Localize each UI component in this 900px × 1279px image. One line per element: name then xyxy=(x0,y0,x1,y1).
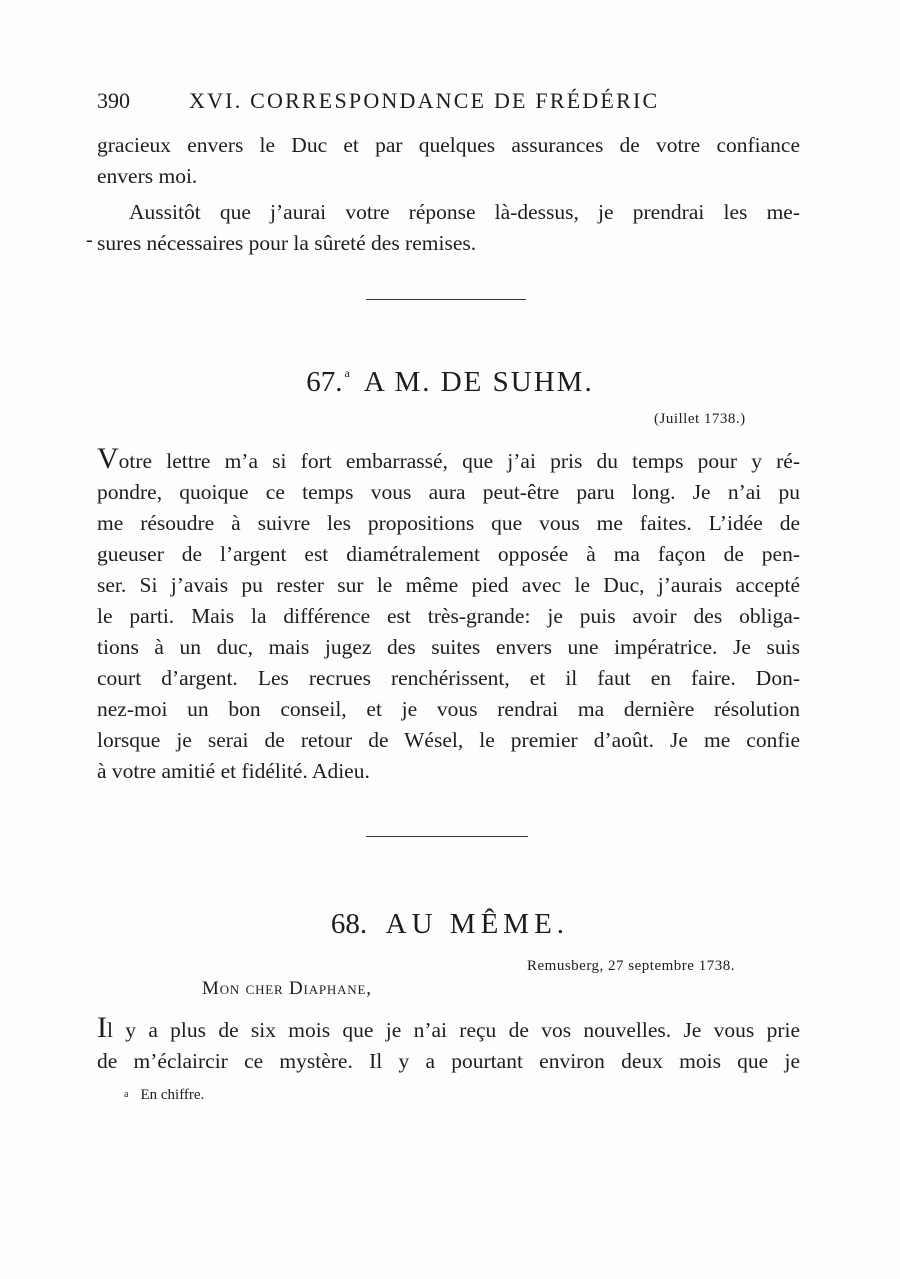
text-line: à votre amitié et fidélité. Adieu. xyxy=(97,759,370,783)
running-title: XVI. CORRESPONDANCE DE FRÉDÉRIC xyxy=(189,88,660,113)
text-line: gueuser de l’argent est diamétralement opposée à ma façon de pen- xyxy=(97,542,800,566)
footnote-mark: a xyxy=(124,1089,129,1100)
text-line: Votre lettre m’a si fort embarrassé, que j’ai pris du temps pour y ré- xyxy=(97,442,800,475)
salutation: Mon cher Diaphane, xyxy=(202,978,372,999)
drop-cap: V xyxy=(97,442,119,475)
footnote-reference: a xyxy=(344,366,350,380)
letter-number: 67. xyxy=(306,366,343,398)
letter-date: Remusberg, 27 septembre 1738. xyxy=(527,958,735,974)
text-line: de m’éclaircir ce mystère. Il y a pourtant environ deux mois que je xyxy=(97,1049,800,1073)
section-divider xyxy=(366,836,528,837)
text-line: Aussitôt que j’aurai votre réponse là-dessus, je prendrai les me- xyxy=(129,200,800,224)
letter-heading xyxy=(0,366,900,399)
letter-number: 68. xyxy=(330,908,368,940)
continuation-paragraph xyxy=(97,197,800,259)
text-line: pondre, quoique ce temps vous aura peut-être paru long. Je n’ai pu xyxy=(97,480,800,504)
section-divider xyxy=(366,299,526,300)
text-line: lorsque je serai de retour de Wésel, le premier d’août. Je me confie xyxy=(97,728,800,752)
letter-title: A M. DE SUHM. xyxy=(363,366,594,398)
hanging-hyphen: - xyxy=(86,229,93,251)
text-line: me résoudre à suivre les propositions que vous me faites. L’idée de xyxy=(97,511,800,535)
text-line: envers moi. xyxy=(97,164,198,188)
text-line: le parti. Mais la différence est très-grande: je puis avoir des obliga- xyxy=(97,604,800,628)
page-number: 390 xyxy=(97,88,130,113)
footnote xyxy=(124,1087,204,1104)
text-line: Il y a plus de six mois que je n’ai reçu de vos nouvelles. Je vous prie xyxy=(97,1011,800,1044)
drop-cap: I xyxy=(97,1011,107,1044)
text-line: nez-moi un bon conseil, et je vous rendrai ma dernière résolution xyxy=(97,697,800,721)
running-header xyxy=(97,88,717,118)
letter-title: AU MÊME. xyxy=(385,908,570,940)
text-line: gracieux envers le Duc et par quelques assurances de votre confiance xyxy=(97,133,800,157)
text-line: court d’argent. Les recrues renchérissent, et il faut en faire. Don- xyxy=(97,666,800,690)
letter-body xyxy=(97,1011,800,1077)
text-line: ser. Si j’avais pu rester sur le même pied avec le Duc, j’aurais accepté xyxy=(97,573,800,597)
text-line: tions à un duc, mais jugez des suites envers une impératrice. Je suis xyxy=(97,635,800,659)
letter-date: (Juillet 1738.) xyxy=(654,411,746,427)
letter-heading xyxy=(0,908,900,941)
continuation-text xyxy=(97,130,800,192)
footnote-text: En chiffre. xyxy=(140,1087,205,1103)
text-line: sures nécessaires pour la sûreté des remises. xyxy=(97,231,477,255)
letter-body xyxy=(97,442,800,787)
